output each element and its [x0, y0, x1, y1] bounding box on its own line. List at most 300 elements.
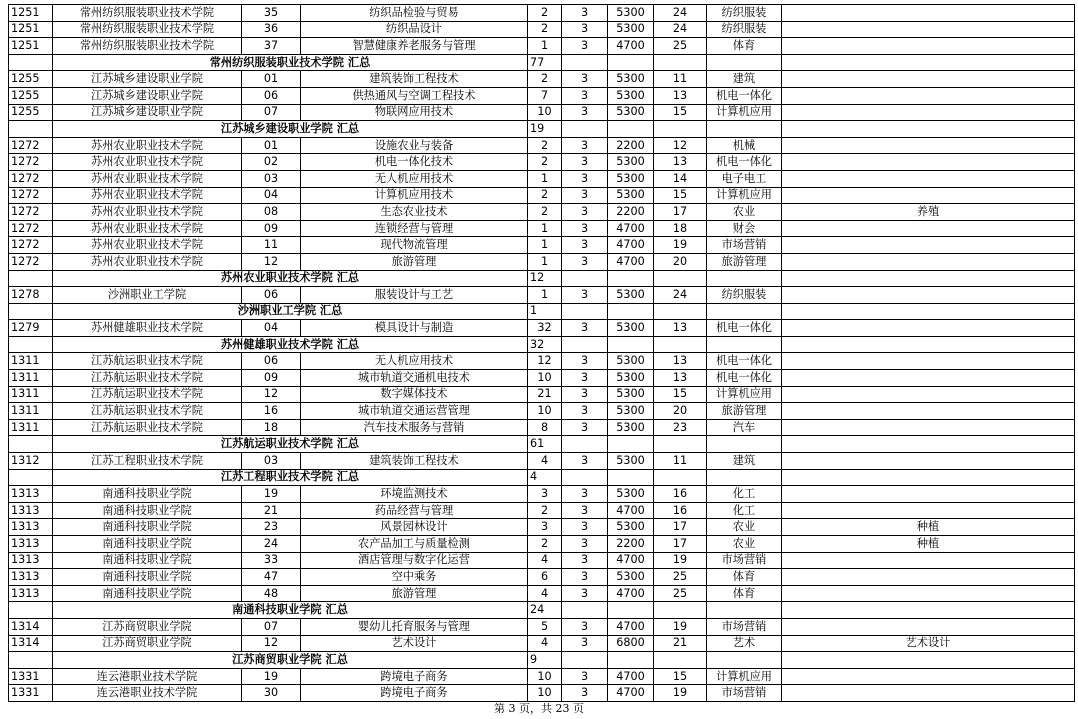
tuition-cell: 4700	[608, 552, 654, 569]
empty-cell	[707, 121, 782, 138]
school-name-cell: 苏州农业职业技术学院	[53, 170, 242, 187]
table-row	[9, 453, 1075, 470]
school-name-cell: 苏州农业职业技术学院	[53, 154, 242, 171]
major-code-cell: 03	[242, 170, 301, 187]
tuition-cell: 4700	[608, 585, 654, 602]
empty-cell	[562, 303, 608, 320]
years-cell: 3	[562, 585, 608, 602]
category-name-cell: 机电一体化	[707, 320, 782, 337]
empty-cell	[707, 54, 782, 71]
school-name-cell: 江苏航运职业技术学院	[53, 386, 242, 403]
years-cell: 3	[562, 552, 608, 569]
major-name-cell: 现代物流管理	[301, 237, 528, 254]
category-name-cell: 艺术	[707, 635, 782, 652]
empty-cell	[9, 469, 53, 486]
category-code-cell: 13	[654, 353, 707, 370]
category-code-cell: 11	[654, 71, 707, 88]
plan-count-cell: 1	[528, 38, 562, 55]
category-name-cell: 计算机应用	[707, 668, 782, 685]
subtotal-row	[9, 121, 1075, 138]
school-name-cell: 南通科技职业学院	[53, 569, 242, 586]
school-code-cell: 1314	[9, 618, 53, 635]
category-code-cell: 19	[654, 237, 707, 254]
plan-count-cell: 8	[528, 419, 562, 436]
school-code-cell: 1314	[9, 635, 53, 652]
category-code-cell: 24	[654, 21, 707, 38]
remark-cell	[782, 453, 1075, 470]
subtotal-count: 1	[528, 303, 562, 320]
tuition-cell: 4700	[608, 38, 654, 55]
school-code-cell: 1272	[9, 187, 53, 204]
table-row	[9, 419, 1075, 436]
major-code-cell: 19	[242, 668, 301, 685]
school-code-cell: 1312	[9, 453, 53, 470]
remark-cell	[782, 353, 1075, 370]
tuition-cell: 5300	[608, 403, 654, 420]
years-cell: 3	[562, 253, 608, 270]
category-code-cell: 17	[654, 536, 707, 553]
major-name-cell: 城市轨道交通运营管理	[301, 403, 528, 420]
school-code-cell: 1311	[9, 370, 53, 387]
school-name-cell: 常州纺织服装职业技术学院	[53, 5, 242, 22]
subtotal-row	[9, 303, 1075, 320]
remark-cell	[782, 585, 1075, 602]
remark-cell: 艺术设计	[782, 635, 1075, 652]
plan-count-cell: 1	[528, 253, 562, 270]
empty-cell	[9, 303, 53, 320]
category-code-cell: 13	[654, 154, 707, 171]
table-row	[9, 685, 1075, 702]
table-row	[9, 287, 1075, 304]
empty-cell	[782, 121, 1075, 138]
school-name-cell: 江苏航运职业技术学院	[53, 403, 242, 420]
category-name-cell: 旅游管理	[707, 403, 782, 420]
school-name-cell: 南通科技职业学院	[53, 486, 242, 503]
empty-cell	[654, 652, 707, 669]
category-code-cell: 19	[654, 685, 707, 702]
table-row	[9, 21, 1075, 38]
school-code-cell: 1311	[9, 353, 53, 370]
years-cell: 3	[562, 237, 608, 254]
remark-cell	[782, 668, 1075, 685]
subtotal-row	[9, 602, 1075, 619]
subtotal-count: 32	[528, 336, 562, 353]
years-cell: 3	[562, 204, 608, 221]
school-name-cell: 沙洲职业工学院	[53, 287, 242, 304]
subtotal-count: 24	[528, 602, 562, 619]
major-code-cell: 12	[242, 253, 301, 270]
plan-count-cell: 4	[528, 635, 562, 652]
major-code-cell: 36	[242, 21, 301, 38]
category-name-cell: 建筑	[707, 453, 782, 470]
tuition-cell: 5300	[608, 104, 654, 121]
empty-cell	[707, 652, 782, 669]
category-code-cell: 15	[654, 104, 707, 121]
major-name-cell: 物联网应用技术	[301, 104, 528, 121]
school-name-cell: 苏州农业职业技术学院	[53, 187, 242, 204]
remark-cell	[782, 370, 1075, 387]
years-cell: 3	[562, 353, 608, 370]
table-row	[9, 486, 1075, 503]
subtotal-count: 61	[528, 436, 562, 453]
tuition-cell: 4700	[608, 502, 654, 519]
plan-count-cell: 2	[528, 5, 562, 22]
plan-count-cell: 2	[528, 204, 562, 221]
major-name-cell: 跨境电子商务	[301, 685, 528, 702]
category-code-cell: 14	[654, 170, 707, 187]
major-code-cell: 21	[242, 502, 301, 519]
plan-count-cell: 1	[528, 170, 562, 187]
remark-cell	[782, 253, 1075, 270]
years-cell: 3	[562, 386, 608, 403]
remark-cell	[782, 220, 1075, 237]
school-name-cell: 江苏航运职业技术学院	[53, 353, 242, 370]
school-name-cell: 江苏航运职业技术学院	[53, 419, 242, 436]
table-row	[9, 87, 1075, 104]
empty-cell	[707, 602, 782, 619]
major-code-cell: 04	[242, 320, 301, 337]
school-name-cell: 南通科技职业学院	[53, 585, 242, 602]
school-name-cell: 江苏航运职业技术学院	[53, 370, 242, 387]
major-name-cell: 风景园林设计	[301, 519, 528, 536]
major-name-cell: 旅游管理	[301, 585, 528, 602]
category-name-cell: 体育	[707, 569, 782, 586]
admissions-table	[8, 4, 1075, 702]
subtotal-row	[9, 336, 1075, 353]
major-name-cell: 艺术设计	[301, 635, 528, 652]
plan-count-cell: 1	[528, 237, 562, 254]
plan-count-cell: 4	[528, 585, 562, 602]
plan-count-cell: 1	[528, 220, 562, 237]
years-cell: 3	[562, 87, 608, 104]
plan-count-cell: 3	[528, 486, 562, 503]
plan-count-cell: 4	[528, 453, 562, 470]
category-code-cell: 17	[654, 204, 707, 221]
category-code-cell: 17	[654, 519, 707, 536]
category-name-cell: 财会	[707, 220, 782, 237]
subtotal-count: 19	[528, 121, 562, 138]
plan-count-cell: 2	[528, 502, 562, 519]
major-name-cell: 设施农业与装备	[301, 137, 528, 154]
school-code-cell: 1313	[9, 536, 53, 553]
major-code-cell: 06	[242, 87, 301, 104]
major-code-cell: 04	[242, 187, 301, 204]
table-row	[9, 237, 1075, 254]
major-name-cell: 婴幼儿托育服务与管理	[301, 618, 528, 635]
school-code-cell: 1272	[9, 237, 53, 254]
remark-cell	[782, 87, 1075, 104]
major-name-cell: 数字媒体技术	[301, 386, 528, 403]
years-cell: 3	[562, 137, 608, 154]
tuition-cell: 5300	[608, 21, 654, 38]
major-code-cell: 35	[242, 5, 301, 22]
school-name-cell: 常州纺织服装职业技术学院	[53, 38, 242, 55]
major-name-cell: 连锁经营与管理	[301, 220, 528, 237]
remark-cell	[782, 71, 1075, 88]
table-row	[9, 552, 1075, 569]
tuition-cell: 5300	[608, 453, 654, 470]
category-code-cell: 24	[654, 5, 707, 22]
empty-cell	[654, 54, 707, 71]
years-cell: 3	[562, 5, 608, 22]
school-name-cell: 苏州健雄职业技术学院	[53, 320, 242, 337]
subtotal-label: 南通科技职业学院 汇总	[53, 602, 528, 619]
subtotal-label: 常州纺织服装职业技术学院 汇总	[53, 54, 528, 71]
empty-cell	[707, 270, 782, 287]
category-name-cell: 计算机应用	[707, 187, 782, 204]
empty-cell	[608, 652, 654, 669]
remark-cell: 种植	[782, 536, 1075, 553]
major-name-cell: 环境监测技术	[301, 486, 528, 503]
years-cell: 3	[562, 71, 608, 88]
major-name-cell: 跨境电子商务	[301, 668, 528, 685]
plan-count-cell: 12	[528, 353, 562, 370]
school-code-cell: 1251	[9, 5, 53, 22]
school-name-cell: 南通科技职业学院	[53, 536, 242, 553]
plan-count-cell: 10	[528, 104, 562, 121]
empty-cell	[562, 652, 608, 669]
major-name-cell: 纺织品检验与贸易	[301, 5, 528, 22]
school-code-cell: 1272	[9, 204, 53, 221]
school-code-cell: 1251	[9, 38, 53, 55]
table-row	[9, 320, 1075, 337]
plan-count-cell: 2	[528, 71, 562, 88]
category-code-cell: 25	[654, 585, 707, 602]
major-code-cell: 01	[242, 71, 301, 88]
empty-cell	[608, 54, 654, 71]
plan-count-cell: 10	[528, 403, 562, 420]
empty-cell	[654, 602, 707, 619]
category-name-cell: 机械	[707, 137, 782, 154]
major-code-cell: 48	[242, 585, 301, 602]
table-row	[9, 71, 1075, 88]
plan-count-cell: 5	[528, 618, 562, 635]
plan-count-cell: 2	[528, 536, 562, 553]
empty-cell	[654, 121, 707, 138]
school-code-cell: 1313	[9, 585, 53, 602]
tuition-cell: 5300	[608, 5, 654, 22]
plan-count-cell: 10	[528, 668, 562, 685]
remark-cell	[782, 170, 1075, 187]
empty-cell	[782, 602, 1075, 619]
major-name-cell: 建筑装饰工程技术	[301, 453, 528, 470]
empty-cell	[608, 602, 654, 619]
table-row	[9, 519, 1075, 536]
category-name-cell: 机电一体化	[707, 87, 782, 104]
major-name-cell: 机电一体化技术	[301, 154, 528, 171]
category-code-cell: 15	[654, 668, 707, 685]
category-code-cell: 18	[654, 220, 707, 237]
major-code-cell: 08	[242, 204, 301, 221]
years-cell: 3	[562, 370, 608, 387]
table-row	[9, 585, 1075, 602]
plan-count-cell: 2	[528, 154, 562, 171]
subtotal-count: 4	[528, 469, 562, 486]
category-name-cell: 市场营销	[707, 237, 782, 254]
remark-cell	[782, 320, 1075, 337]
years-cell: 3	[562, 170, 608, 187]
school-code-cell: 1255	[9, 71, 53, 88]
table-row	[9, 253, 1075, 270]
tuition-cell: 4700	[608, 237, 654, 254]
school-name-cell: 南通科技职业学院	[53, 519, 242, 536]
table-row	[9, 618, 1075, 635]
major-code-cell: 02	[242, 154, 301, 171]
years-cell: 3	[562, 635, 608, 652]
category-code-cell: 11	[654, 453, 707, 470]
empty-cell	[562, 54, 608, 71]
tuition-cell: 5300	[608, 569, 654, 586]
category-name-cell: 电子电工	[707, 170, 782, 187]
major-code-cell: 03	[242, 453, 301, 470]
major-name-cell: 模具设计与制造	[301, 320, 528, 337]
school-code-cell: 1272	[9, 253, 53, 270]
school-code-cell: 1313	[9, 519, 53, 536]
years-cell: 3	[562, 502, 608, 519]
major-code-cell: 18	[242, 419, 301, 436]
category-code-cell: 19	[654, 618, 707, 635]
plan-count-cell: 4	[528, 552, 562, 569]
tuition-cell: 5300	[608, 170, 654, 187]
subtotal-label: 沙洲职业工学院 汇总	[53, 303, 528, 320]
tuition-cell: 5300	[608, 187, 654, 204]
major-name-cell: 农产品加工与质量检测	[301, 536, 528, 553]
category-name-cell: 纺织服装	[707, 287, 782, 304]
table-row	[9, 154, 1075, 171]
remark-cell	[782, 419, 1075, 436]
tuition-cell: 4700	[608, 220, 654, 237]
plan-count-cell: 2	[528, 137, 562, 154]
empty-cell	[608, 303, 654, 320]
years-cell: 3	[562, 320, 608, 337]
tuition-cell: 2200	[608, 204, 654, 221]
school-code-cell: 1251	[9, 21, 53, 38]
empty-cell	[562, 602, 608, 619]
table-row	[9, 187, 1075, 204]
table-row	[9, 403, 1075, 420]
category-name-cell: 市场营销	[707, 618, 782, 635]
years-cell: 3	[562, 685, 608, 702]
school-code-cell: 1313	[9, 486, 53, 503]
major-code-cell: 23	[242, 519, 301, 536]
empty-cell	[782, 54, 1075, 71]
school-code-cell: 1255	[9, 87, 53, 104]
category-code-cell: 13	[654, 370, 707, 387]
school-code-cell: 1279	[9, 320, 53, 337]
major-code-cell: 06	[242, 287, 301, 304]
remark-cell	[782, 569, 1075, 586]
school-name-cell: 江苏城乡建设职业学院	[53, 71, 242, 88]
tuition-cell: 4700	[608, 253, 654, 270]
years-cell: 3	[562, 220, 608, 237]
school-name-cell: 苏州农业职业技术学院	[53, 204, 242, 221]
category-name-cell: 机电一体化	[707, 353, 782, 370]
remark-cell	[782, 237, 1075, 254]
empty-cell	[707, 436, 782, 453]
category-code-cell: 21	[654, 635, 707, 652]
plan-count-cell: 3	[528, 519, 562, 536]
empty-cell	[608, 336, 654, 353]
years-cell: 3	[562, 187, 608, 204]
category-code-cell: 24	[654, 287, 707, 304]
table-row	[9, 536, 1075, 553]
remark-cell	[782, 38, 1075, 55]
years-cell: 3	[562, 569, 608, 586]
school-name-cell: 连云港职业技术学院	[53, 668, 242, 685]
remark-cell	[782, 403, 1075, 420]
major-name-cell: 建筑装饰工程技术	[301, 71, 528, 88]
years-cell: 3	[562, 38, 608, 55]
table-row	[9, 220, 1075, 237]
remark-cell	[782, 386, 1075, 403]
category-name-cell: 体育	[707, 585, 782, 602]
subtotal-label: 江苏工程职业技术学院 汇总	[53, 469, 528, 486]
category-name-cell: 化工	[707, 502, 782, 519]
category-name-cell: 纺织服装	[707, 21, 782, 38]
table-row	[9, 5, 1075, 22]
major-code-cell: 12	[242, 386, 301, 403]
major-code-cell: 01	[242, 137, 301, 154]
major-code-cell: 06	[242, 353, 301, 370]
school-code-cell: 1313	[9, 569, 53, 586]
remark-cell	[782, 21, 1075, 38]
school-name-cell: 江苏城乡建设职业学院	[53, 104, 242, 121]
school-name-cell: 常州纺织服装职业技术学院	[53, 21, 242, 38]
table-row	[9, 170, 1075, 187]
school-code-cell: 1272	[9, 170, 53, 187]
empty-cell	[782, 469, 1075, 486]
page-footer: 第 3 页，共 23 页	[494, 702, 584, 715]
years-cell: 3	[562, 668, 608, 685]
tuition-cell: 5300	[608, 370, 654, 387]
category-code-cell: 20	[654, 403, 707, 420]
major-name-cell: 空中乘务	[301, 569, 528, 586]
major-name-cell: 无人机应用技术	[301, 353, 528, 370]
table-row	[9, 502, 1075, 519]
major-code-cell: 09	[242, 370, 301, 387]
remark-cell	[782, 104, 1075, 121]
remark-cell	[782, 502, 1075, 519]
major-code-cell: 11	[242, 237, 301, 254]
tuition-cell: 5300	[608, 87, 654, 104]
subtotal-label: 苏州健雄职业技术学院 汇总	[53, 336, 528, 353]
years-cell: 3	[562, 536, 608, 553]
remark-cell	[782, 5, 1075, 22]
empty-cell	[608, 121, 654, 138]
empty-cell	[707, 469, 782, 486]
table-row	[9, 38, 1075, 55]
subtotal-label: 江苏航运职业技术学院 汇总	[53, 436, 528, 453]
category-name-cell: 市场营销	[707, 552, 782, 569]
category-code-cell: 25	[654, 569, 707, 586]
school-code-cell: 1272	[9, 137, 53, 154]
tuition-cell: 5300	[608, 486, 654, 503]
plan-count-cell: 7	[528, 87, 562, 104]
major-name-cell: 旅游管理	[301, 253, 528, 270]
school-name-cell: 苏州农业职业技术学院	[53, 137, 242, 154]
empty-cell	[707, 336, 782, 353]
empty-cell	[562, 469, 608, 486]
major-code-cell: 07	[242, 104, 301, 121]
category-name-cell: 机电一体化	[707, 370, 782, 387]
category-name-cell: 农业	[707, 204, 782, 221]
category-name-cell: 体育	[707, 38, 782, 55]
major-code-cell: 16	[242, 403, 301, 420]
empty-cell	[562, 336, 608, 353]
category-code-cell: 12	[654, 137, 707, 154]
remark-cell	[782, 187, 1075, 204]
table-row	[9, 104, 1075, 121]
